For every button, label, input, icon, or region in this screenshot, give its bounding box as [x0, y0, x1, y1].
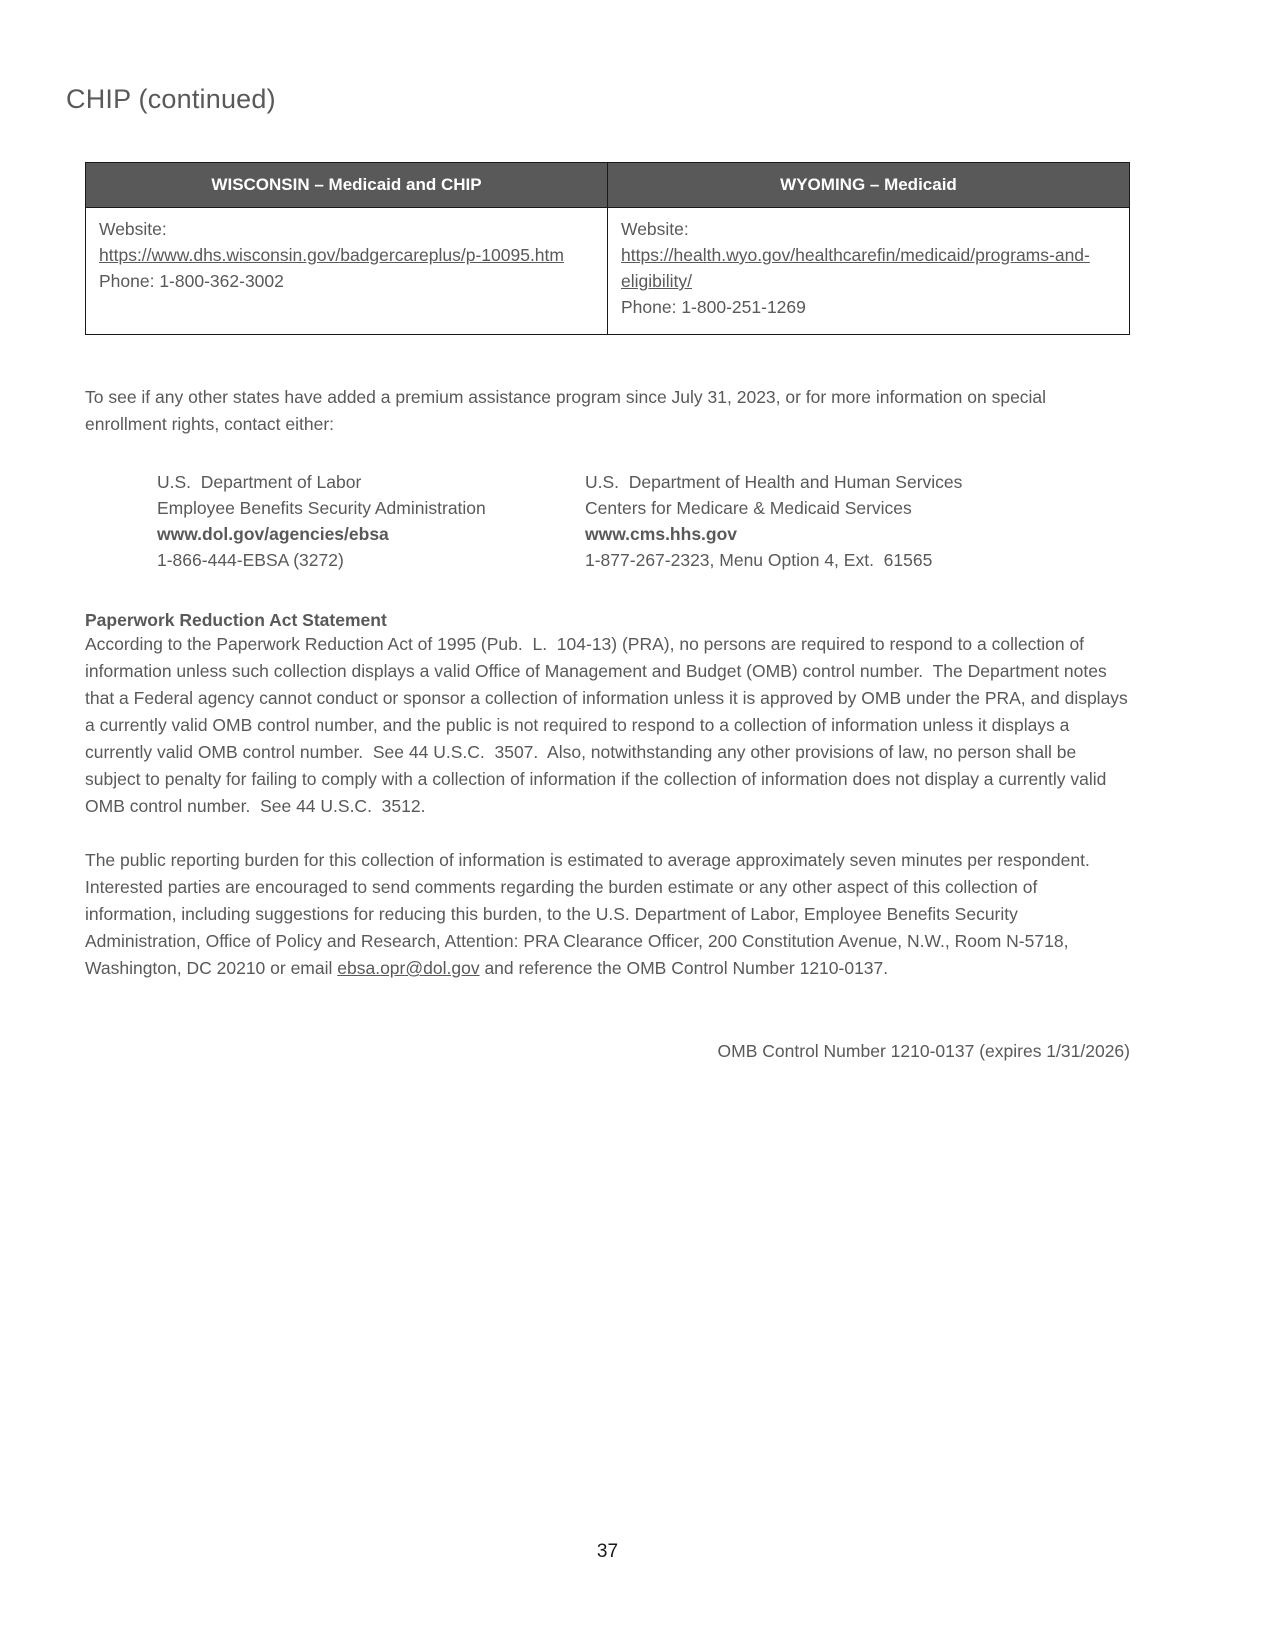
hhs-website: www.cms.hhs.gov — [585, 524, 738, 544]
table-header-wisconsin: WISCONSIN – Medicaid and CHIP — [86, 163, 608, 208]
wisconsin-website-link[interactable]: https://www.dhs.wisconsin.gov/badgercareplus/p-10095.htm — [99, 245, 564, 265]
wyoming-website-link[interactable]: https://health.wyo.gov/healthcarefin/medicaid/programs-and-eligibility/ — [621, 245, 1090, 291]
phone-line: Phone: 1-800-251-1269 — [621, 297, 806, 317]
ebsa-email-link[interactable]: ebsa.opr@dol.gov — [337, 958, 480, 978]
dol-website: www.dol.gov/agencies/ebsa — [157, 524, 389, 544]
page-number: 37 — [596, 1541, 619, 1562]
table-row — [86, 208, 1130, 335]
page-content — [85, 162, 1133, 1062]
pra-paragraph-2-text: The public reporting burden for this collection of information is estimated to average approximately seven minutes per respondent. Interested parties are encouraged to send comments regarding the burden estimate or any other aspect of this collection of information, including suggestions for reducing this burden, to the U.S. Department of Labor, Employee Benefits Security Administration, Office of Policy and Research, Attention: PRA Clearance Officer, 200 Constitution Avenue, N.W., Room N-5718, Washington, DC 20210 or email — [85, 850, 1100, 978]
contact-hhs — [585, 469, 1013, 573]
table-cell-wyoming — [608, 208, 1130, 335]
table-header-wyoming: WYOMING – Medicaid — [608, 163, 1130, 208]
page-title: CHIP (continued) — [66, 84, 276, 114]
website-label: Website: — [621, 219, 689, 239]
pra-paragraph-1: According to the Paperwork Reduction Act of 1995 (Pub. L. 104-13) (PRA), no persons are required to respond to a collection of information unless such collection displays a valid Office of Management and Budget (OMB) control number. The Department notes that a Federal agency cannot conduct or sponsor a collection of information unless it is approved by OMB under the PRA, and displays a currently valid OMB control number, and the public is not required to respond to a collection of information unless it displays a currently valid OMB control number. See 44 U.S.C. 3507. Also, notwithstanding any other provisions of law, no person shall be subject to penalty for failing to comply with a collection of information if the collection of information does not display a currently valid OMB control number. See 44 U.S.C. 3512. — [85, 634, 1133, 816]
state-contact-table — [85, 162, 1130, 335]
dol-division-line: Employee Benefits Security Administration — [157, 498, 486, 518]
website-link-line — [621, 242, 1116, 294]
dol-name-line: U.S. Department of Labor — [157, 472, 362, 492]
table-cell-wisconsin — [86, 208, 608, 335]
intro-paragraph: To see if any other states have added a premium assistance program since July 31, 2023, or for more information on special enrollment rights, contact either: — [85, 387, 1051, 434]
table-header-row — [86, 163, 1130, 208]
agency-contacts — [157, 469, 1130, 573]
pra-paragraph-2 — [85, 847, 1130, 982]
omb-control-number-line: OMB Control Number 1210-0137 (expires 1/31/2026) — [717, 1041, 1130, 1061]
website-label: Website: — [99, 219, 167, 239]
website-link-line — [99, 242, 594, 268]
hhs-phone: 1-877-267-2323, Menu Option 4, Ext. 61565 — [585, 550, 933, 570]
contact-dol — [157, 469, 585, 573]
dol-phone: 1-866-444-EBSA (3272) — [157, 550, 344, 570]
pra-paragraph-2-text-after: and reference the OMB Control Number 1210-0137. — [479, 958, 889, 978]
phone-line: Phone: 1-800-362-3002 — [99, 271, 284, 291]
hhs-division-line: Centers for Medicare & Medicaid Services — [585, 498, 912, 518]
hhs-name-line: U.S. Department of Health and Human Services — [585, 472, 963, 492]
pra-statement-heading: Paperwork Reduction Act Statement — [85, 610, 387, 630]
